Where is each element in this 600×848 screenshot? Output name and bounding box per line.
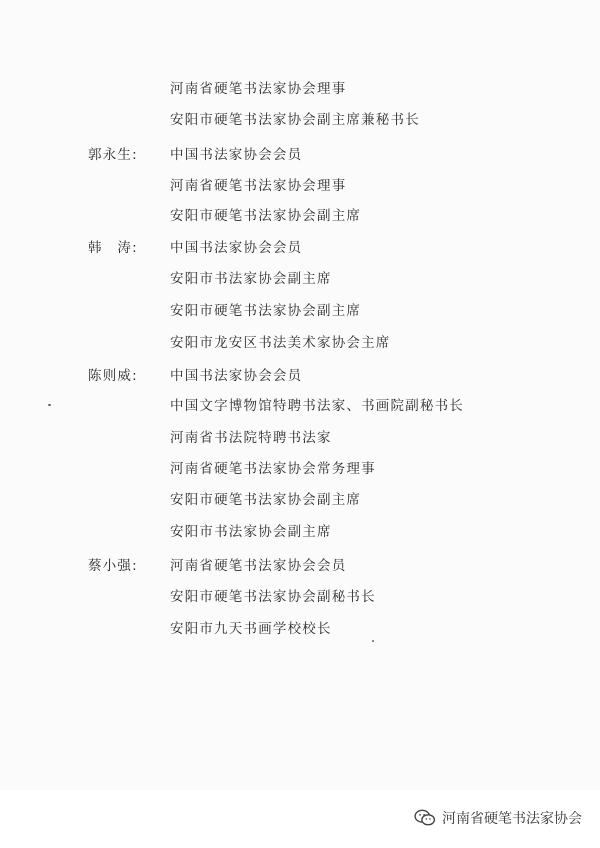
member-title: 河南省书法院特聘书法家 xyxy=(170,430,332,446)
member-title: 安阳市硬笔书法家协会副主席 xyxy=(170,208,362,224)
member-title: 中国书法家协会会员 xyxy=(170,240,303,256)
watermark-text: 河南省硬笔书法家协会 xyxy=(442,811,582,827)
member-title: 安阳市书法家协会副主席 xyxy=(170,524,332,540)
member-title: 河南省硬笔书法家协会常务理事 xyxy=(170,461,376,477)
member-title: 安阳市九天书画学校校长 xyxy=(170,621,332,637)
member-title: 安阳市硬笔书法家协会副秘书长 xyxy=(170,589,376,605)
member-title: 河南省硬笔书法家协会会员 xyxy=(170,558,347,574)
wechat-icon xyxy=(414,809,436,827)
scan-speck xyxy=(48,404,51,406)
member-title: 安阳市书法家协会副主席 xyxy=(170,271,332,287)
member-title: 安阳市硬笔书法家协会副主席 xyxy=(170,492,362,508)
member-title: 中国书法家协会会员 xyxy=(170,147,303,163)
member-title: 安阳市硬笔书法家协会副主席 xyxy=(170,303,362,319)
watermark xyxy=(414,808,582,828)
member-name: 蔡小强: xyxy=(88,558,138,574)
member-name: 郭永生: xyxy=(88,147,138,163)
member-title: 中国书法家协会会员 xyxy=(170,368,303,384)
member-title: 安阳市硬笔书法家协会副主席兼秘书长 xyxy=(170,112,420,128)
member-title: 河南省硬笔书法家协会理事 xyxy=(170,178,347,194)
member-name: 陈则威: xyxy=(88,368,138,384)
scan-speck xyxy=(372,640,374,642)
member-title: 安阳市龙安区书法美术家协会主席 xyxy=(170,335,391,351)
member-name: 韩 涛: xyxy=(88,240,138,256)
member-title: 河南省硬笔书法家协会理事 xyxy=(170,81,347,97)
member-title: 中国文字博物馆特聘书法家、书画院副秘书长 xyxy=(170,398,464,414)
